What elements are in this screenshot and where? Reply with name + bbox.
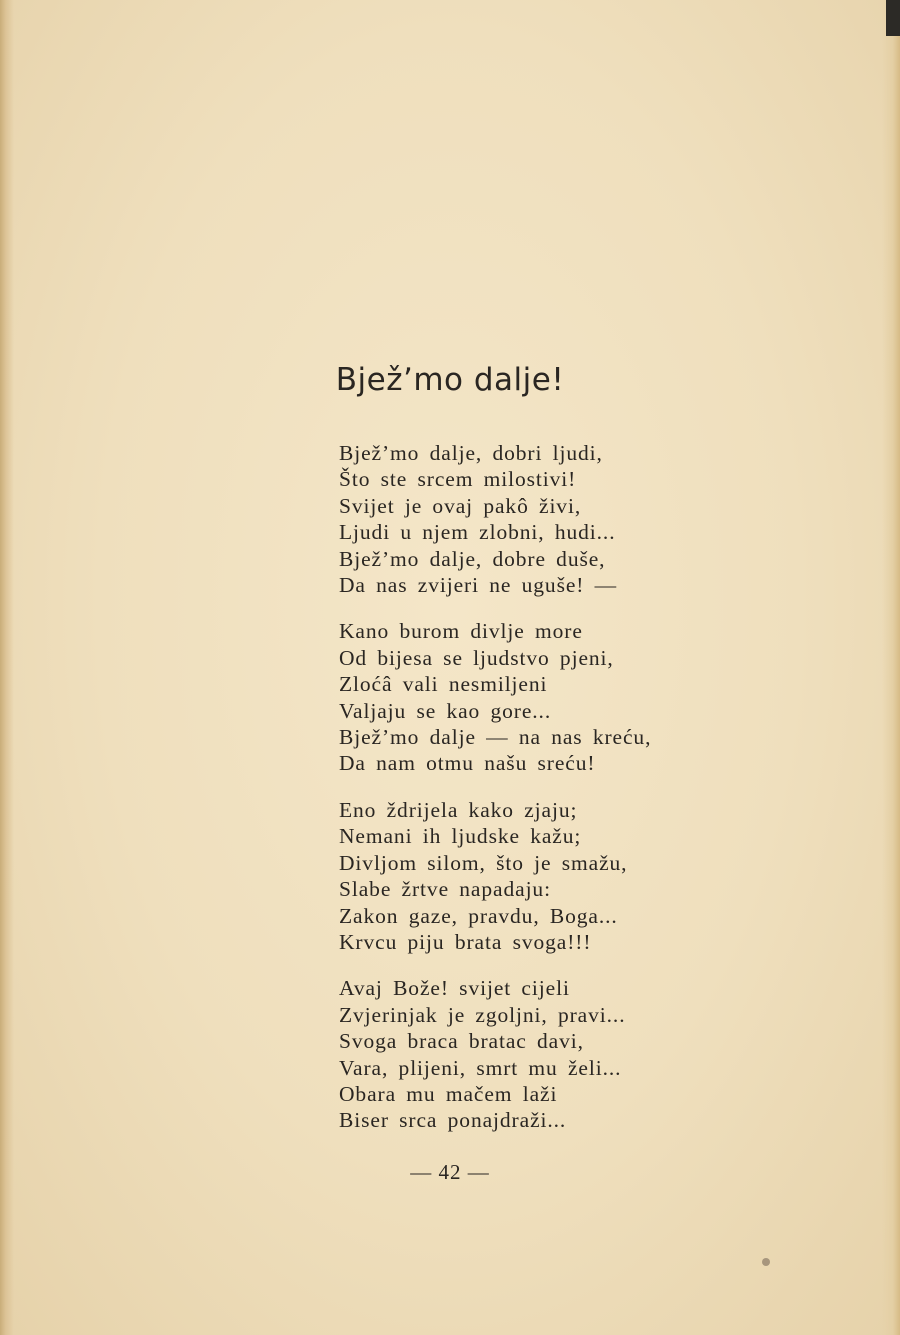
- poem-line: Divljom silom, što je smažu,: [339, 850, 628, 875]
- poem-line: Bjež’mo dalje, dobre duše,: [339, 546, 606, 571]
- poem-line: Bjež’mo dalje, dobri ljudi,: [339, 441, 603, 465]
- poem-line: Biser srca ponajdraži...: [339, 1108, 567, 1133]
- poem-line: Svijet je ovaj pakô živi,: [339, 493, 582, 518]
- stanza-1: [339, 440, 759, 598]
- poem-line: Da nas zvijeri ne uguše! —: [339, 573, 618, 598]
- poem-line: Od bijesa se ljudstvo pjeni,: [339, 645, 614, 670]
- poem-line: Ljudi u njem zlobni, hudi...: [339, 520, 616, 545]
- poem-body: [339, 440, 759, 1154]
- poem-line: Vara, plijeni, smrt mu želi...: [339, 1055, 622, 1080]
- poem-line: Zvjerinjak je zgoljni, pravi...: [339, 1002, 626, 1027]
- poem-line: Avaj Bože! svijet cijeli: [339, 976, 570, 1001]
- page-left-edge: [0, 0, 14, 1335]
- page-right-edge: [882, 0, 900, 1335]
- poem-line: Zakon gaze, pravdu, Boga...: [339, 903, 618, 928]
- poem-line: Krvcu piju brata svoga!!!: [339, 929, 592, 954]
- poem-line: Bjež’mo dalje — na nas kreću,: [339, 725, 652, 750]
- page-number: — 42 —: [410, 1160, 490, 1184]
- poem-line: Svoga braca bratac davi,: [339, 1029, 584, 1054]
- stanza-3: [339, 797, 759, 955]
- poem-line: Zloćâ vali nesmiljeni: [339, 672, 548, 697]
- stanza-4: [339, 975, 759, 1133]
- poem-line: Što ste srcem milostivi!: [339, 467, 577, 492]
- stanza-2: [339, 618, 759, 776]
- poem-line: Kano burom divlje more: [339, 619, 583, 644]
- paper-speck: [762, 1258, 770, 1266]
- scan-corner-mark: [886, 0, 900, 36]
- poem-title: Bjež’mo dalje!: [335, 362, 565, 398]
- poem-line: Eno ždrijela kako zjaju;: [339, 797, 578, 822]
- poem-line: Slabe žrtve napadaju:: [339, 877, 551, 902]
- poem-line: Obara mu mačem laži: [339, 1081, 558, 1106]
- poem-line: Valjaju se kao gore...: [339, 698, 552, 723]
- poem-line: Da nam otmu našu sreću!: [339, 751, 596, 776]
- poem-line: Nemani ih ljudske kažu;: [339, 824, 582, 849]
